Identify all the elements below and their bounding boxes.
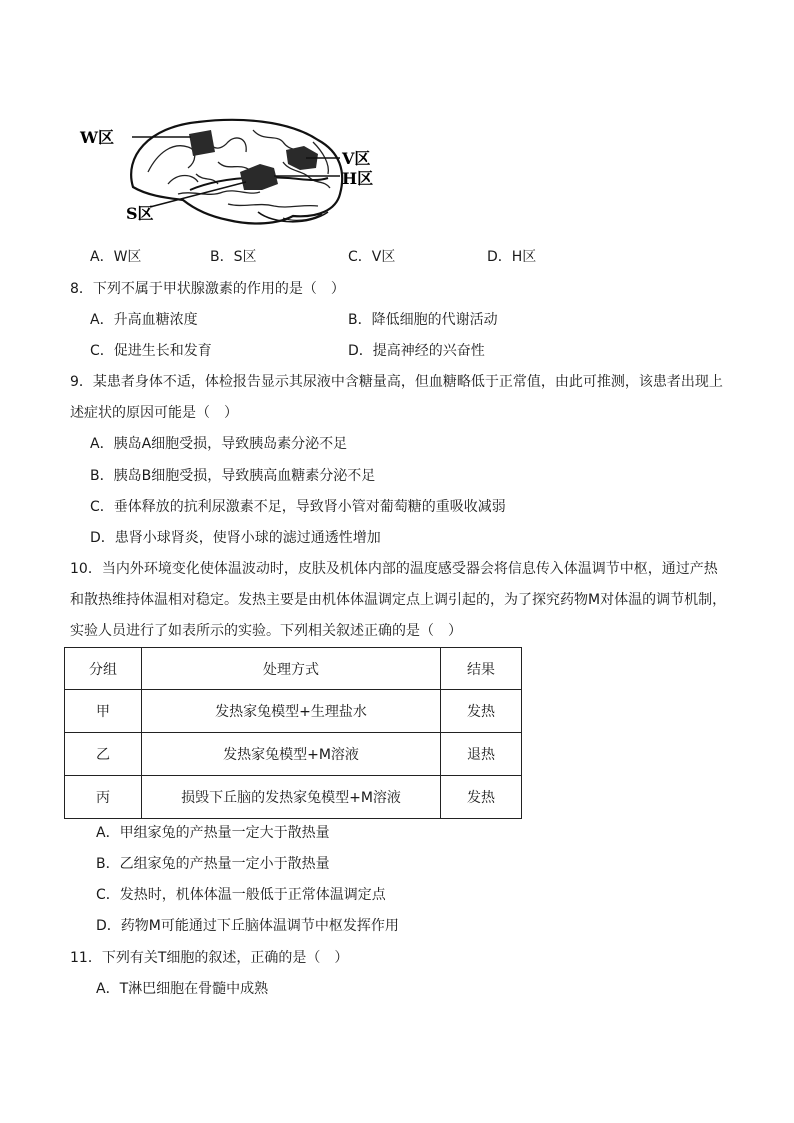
q9-stem-line2: 述症状的原因可能是（ ） [70, 405, 238, 421]
q8-option-b: B．降低细胞的代谢活动 [348, 312, 498, 328]
table-cell: 发热 [441, 690, 522, 733]
brain-outline [131, 120, 342, 224]
q9-option-d: D．患肾小球肾炎，使肾小球的滤过通透性增加 [90, 530, 381, 546]
table-cell: 损毁下丘脑的发热家兔模型+M溶液 [142, 776, 441, 819]
table-cell: 发热家兔模型+生理盐水 [142, 690, 441, 733]
table-cell: 乙 [65, 733, 142, 776]
experiment-table [64, 647, 522, 819]
table-cell: 发热 [441, 776, 522, 819]
q9-option-c: C．垂体释放的抗利尿激素不足，导致肾小管对葡萄糖的重吸收减弱 [90, 499, 506, 515]
table-header-row [65, 648, 522, 690]
q10-stem-line1: 10．当内外环境变化使体温波动时，皮肤及机体内部的温度感受器会将信息传入体温调节中枢，通过产热 [70, 561, 718, 577]
region-w [189, 130, 215, 156]
table-header-cell: 处理方式 [142, 648, 441, 690]
q8-option-c: C．促进生长和发育 [90, 343, 212, 359]
q11-stem: 11．下列有关T细胞的叙述，正确的是（ ） [70, 950, 349, 966]
brain-figure [78, 112, 390, 232]
table-header-cell: 分组 [65, 648, 142, 690]
table-row [65, 776, 522, 819]
q8-stem: 8．下列不属于甲状腺激素的作用的是（ ） [70, 281, 345, 297]
q10-stem-line3: 实验人员进行了如表所示的实验。下列相关叙述正确的是（ ） [70, 623, 462, 639]
q10-option-a: A．甲组家兔的产热量一定大于散热量 [96, 825, 330, 841]
q10-stem-line2: 和散热维持体温相对稳定。发热主要是由机体体温调定点上调引起的，为了探究药物M对体温的调节机制， [70, 592, 727, 608]
q9-option-b: B．胰岛B细胞受损，导致胰高血糖素分泌不足 [90, 468, 376, 484]
table-row [65, 733, 522, 776]
q7-option-d: D．H区 [487, 249, 537, 265]
table-row [65, 690, 522, 733]
table-header-cell: 结果 [441, 648, 522, 690]
label-h: H区 [342, 169, 374, 188]
q10-option-b: B．乙组家兔的产热量一定小于散热量 [96, 856, 330, 872]
table-cell: 退热 [441, 733, 522, 776]
q7-option-a: A．W区 [90, 249, 142, 265]
brain-diagram [78, 112, 390, 232]
q8-option-d: D．提高神经的兴奋性 [348, 343, 485, 359]
q7-option-c: C．V区 [348, 249, 396, 265]
q7-option-b: B．S区 [210, 249, 257, 265]
table-cell: 甲 [65, 690, 142, 733]
label-v: V区 [342, 149, 371, 168]
label-s: S区 [126, 204, 154, 223]
table-cell: 丙 [65, 776, 142, 819]
q9-stem-line1: 9．某患者身体不适，体检报告显示其尿液中含糖量高，但血糖略低于正常值，由此可推测，该患者出现上 [70, 374, 723, 390]
q10-option-c: C．发热时，机体体温一般低于正常体温调定点 [96, 887, 386, 903]
q10-option-d: D．药物M可能通过下丘脑体温调节中枢发挥作用 [96, 918, 399, 934]
label-w: W区 [80, 128, 114, 147]
table-cell: 发热家兔模型+M溶液 [142, 733, 441, 776]
q8-option-a: A．升高血糖浓度 [90, 312, 198, 328]
q11-option-a: A．T淋巴细胞在骨髓中成熟 [96, 981, 269, 997]
q9-option-a: A．胰岛A细胞受损，导致胰岛素分泌不足 [90, 436, 348, 452]
